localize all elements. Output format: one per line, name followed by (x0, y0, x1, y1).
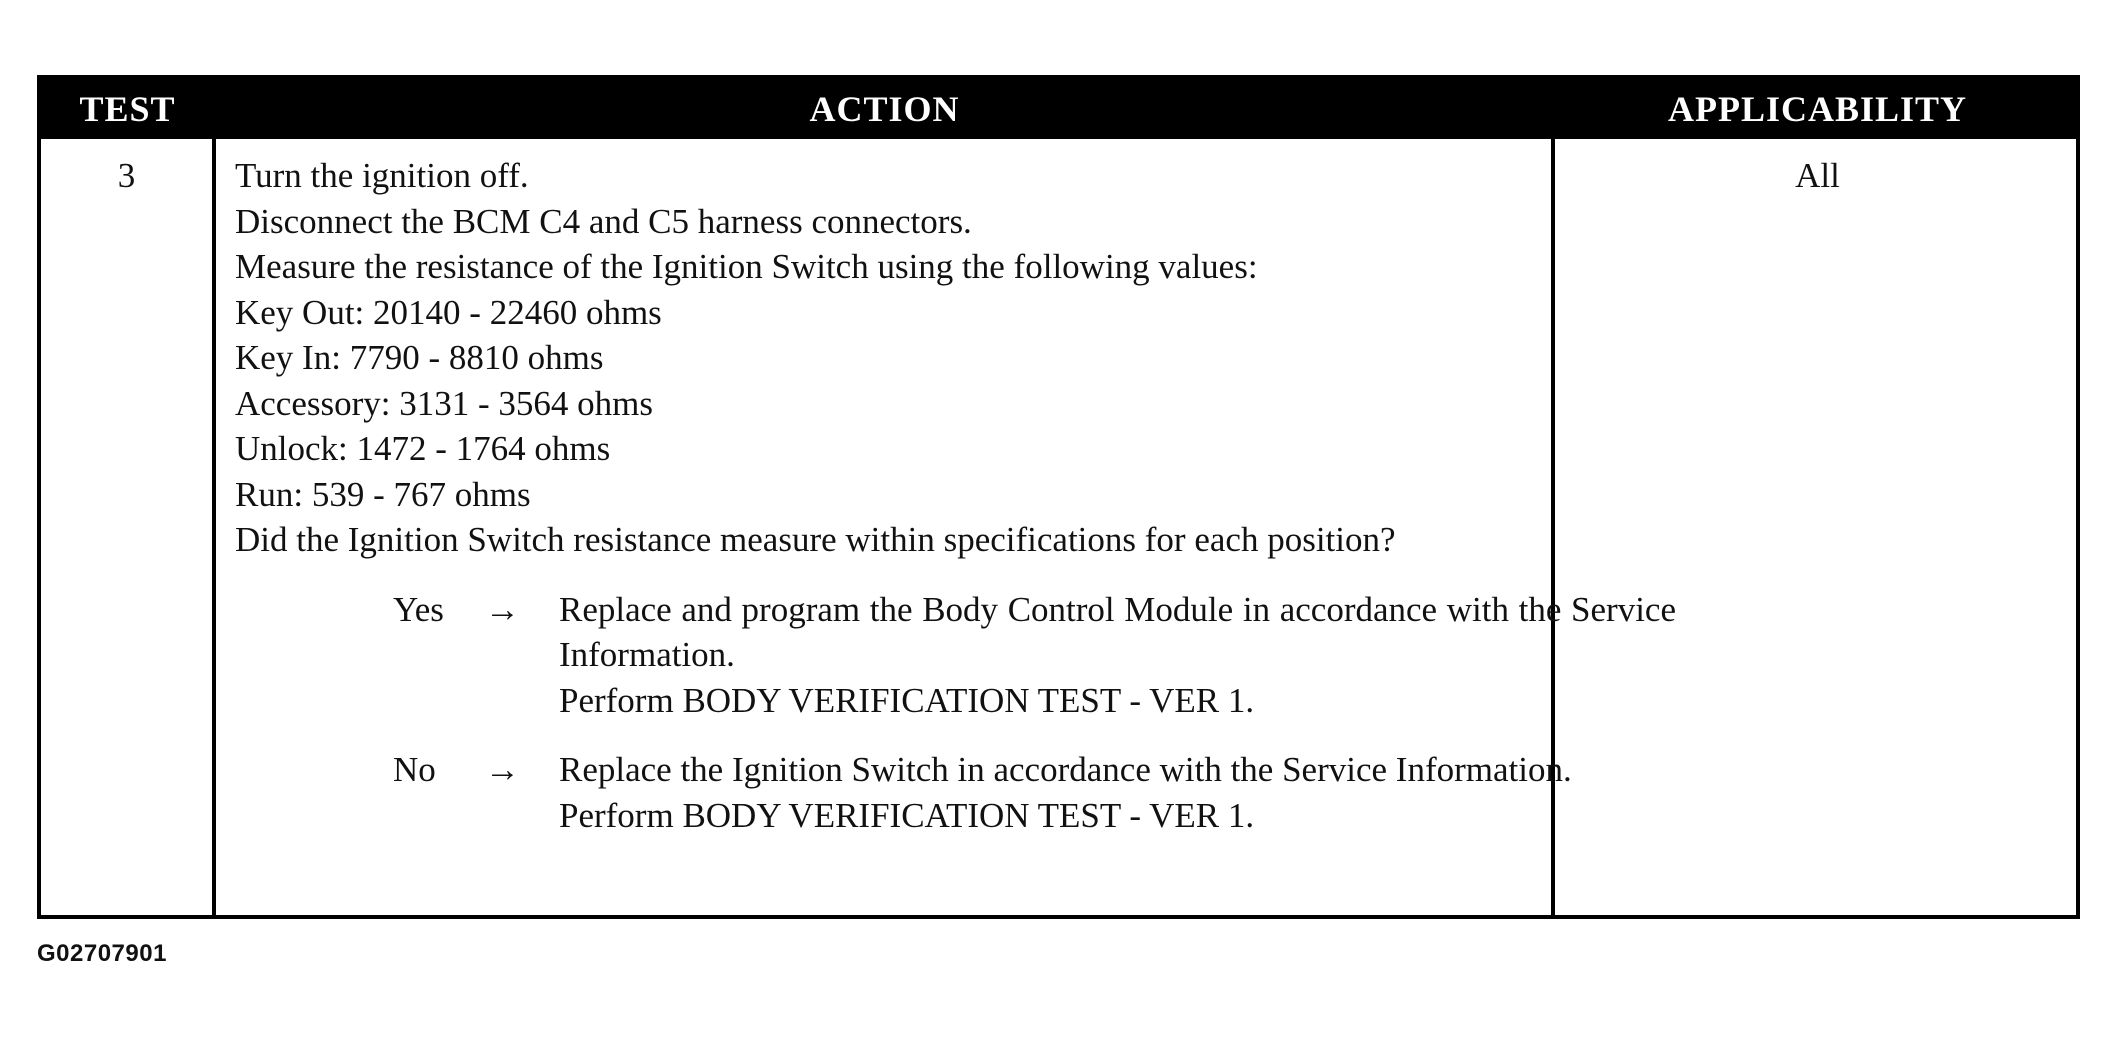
resistance-spec-key-in: Key In: 7790 - 8810 ohms (235, 338, 604, 377)
resistance-spec-key-out: Key Out: 20140 - 22460 ohms (235, 292, 662, 332)
arrow-right-icon: → (485, 750, 520, 789)
figure-code: G02707901 (37, 940, 167, 967)
outcome-no-label: No (393, 750, 436, 789)
arrow-right-icon: → (485, 589, 520, 629)
column-divider (212, 79, 216, 915)
header-test: TEST (79, 89, 176, 129)
outcome-yes-label: Yes (393, 589, 444, 629)
table-header-row (41, 79, 2076, 139)
action-step: Turn the ignition off. (235, 156, 529, 195)
action-step: Measure the resistance of the Ignition Switch using the following values: (235, 247, 1258, 286)
test-number: 3 (117, 156, 136, 195)
outcome-yes (235, 587, 1676, 724)
outcome-no (235, 747, 1572, 838)
action-question: Did the Ignition Switch resistance measure within specifications for each position? (235, 520, 1396, 559)
resistance-spec-run: Run: 539 - 767 ohms (235, 474, 531, 514)
action-step: Disconnect the BCM C4 and C5 harness connectors. (235, 201, 972, 241)
outcome-no-followup: Perform BODY VERIFICATION TEST - VER 1. (559, 795, 1255, 835)
outcome-yes-followup: Perform BODY VERIFICATION TEST - VER 1. (559, 680, 1255, 720)
outcome-yes-text: Replace and program the Body Control Module in accordance with the Service Information. (559, 589, 1676, 674)
action-cell (235, 139, 1676, 838)
outcome-no-text: Replace the Ignition Switch in accordance with the Service Information. (559, 750, 1572, 789)
diagnostic-test-table (37, 75, 2080, 919)
header-applicability: APPLICABILITY (1667, 89, 1968, 129)
resistance-spec-unlock: Unlock: 1472 - 1764 ohms (235, 429, 611, 468)
resistance-spec-accessory: Accessory: 3131 - 3564 ohms (235, 383, 654, 423)
header-action: ACTION (809, 89, 960, 129)
applicability-value: All (1795, 156, 1840, 195)
